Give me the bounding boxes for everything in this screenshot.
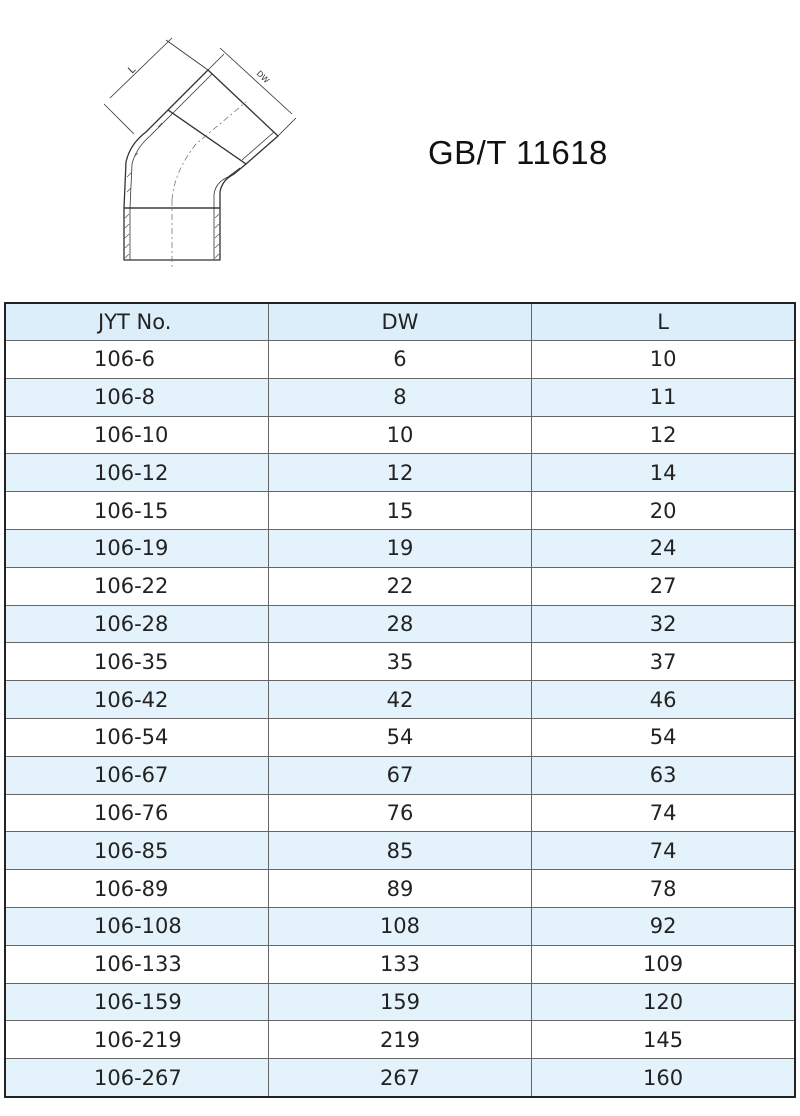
cell-jyt-no: 106-35: [5, 643, 268, 681]
table-row: [5, 605, 795, 643]
cell-dw: 6: [268, 341, 531, 379]
cell-l: 12: [532, 416, 795, 454]
table-row: [5, 907, 795, 945]
cell-l: 46: [532, 681, 795, 719]
diameter-dimension-label: DW: [254, 68, 271, 86]
cell-jyt-no: 106-89: [5, 870, 268, 908]
cell-l: 27: [532, 567, 795, 605]
table-row: [5, 1021, 795, 1059]
cell-l: 54: [532, 718, 795, 756]
cell-l: 24: [532, 529, 795, 567]
cell-l: 160: [532, 1059, 795, 1097]
standard-title: GB/T 11618: [428, 134, 608, 171]
cell-l: 92: [532, 907, 795, 945]
cell-jyt-no: 106-267: [5, 1059, 268, 1097]
cell-l: 145: [532, 1021, 795, 1059]
cell-dw: 89: [268, 870, 531, 908]
cell-jyt-no: 106-159: [5, 983, 268, 1021]
cell-l: 63: [532, 756, 795, 794]
cell-l: 109: [532, 945, 795, 983]
cell-jyt-no: 106-8: [5, 378, 268, 416]
cell-l: 20: [532, 492, 795, 530]
cell-l: 14: [532, 454, 795, 492]
table-row: [5, 416, 795, 454]
column-header-dw: DW: [268, 303, 531, 341]
cell-jyt-no: 106-108: [5, 907, 268, 945]
table-row: [5, 718, 795, 756]
cell-dw: 54: [268, 718, 531, 756]
table-body: [5, 341, 795, 1097]
cell-l: 11: [532, 378, 795, 416]
length-dimension-label: L: [126, 64, 139, 77]
cell-jyt-no: 106-67: [5, 756, 268, 794]
table-row: [5, 643, 795, 681]
dimensions-table: [4, 302, 796, 1098]
cell-jyt-no: 106-12: [5, 454, 268, 492]
table-row: [5, 870, 795, 908]
table-row: [5, 492, 795, 530]
cell-dw: 10: [268, 416, 531, 454]
cell-l: 120: [532, 983, 795, 1021]
cell-dw: 12: [268, 454, 531, 492]
table-row: [5, 832, 795, 870]
column-header-jyt-no: JYT No.: [5, 303, 268, 341]
cell-dw: 8: [268, 378, 531, 416]
cell-jyt-no: 106-85: [5, 832, 268, 870]
table-row: [5, 378, 795, 416]
column-header-l: L: [532, 303, 795, 341]
cell-jyt-no: 106-6: [5, 341, 268, 379]
cell-dw: 22: [268, 567, 531, 605]
cell-dw: 35: [268, 643, 531, 681]
cell-jyt-no: 106-10: [5, 416, 268, 454]
table-row: [5, 341, 795, 379]
cell-l: 37: [532, 643, 795, 681]
cell-jyt-no: 106-22: [5, 567, 268, 605]
table-row: [5, 1059, 795, 1097]
table-row: [5, 529, 795, 567]
table-row: [5, 454, 795, 492]
cell-jyt-no: 106-42: [5, 681, 268, 719]
cell-dw: 76: [268, 794, 531, 832]
cell-dw: 159: [268, 983, 531, 1021]
table-row: [5, 983, 795, 1021]
cell-jyt-no: 106-133: [5, 945, 268, 983]
cell-jyt-no: 106-19: [5, 529, 268, 567]
elbow-fitting-drawing: [96, 32, 306, 272]
cell-dw: 219: [268, 1021, 531, 1059]
cell-dw: 15: [268, 492, 531, 530]
cell-jyt-no: 106-76: [5, 794, 268, 832]
cell-dw: 133: [268, 945, 531, 983]
table-header-row: [5, 303, 795, 341]
cell-dw: 19: [268, 529, 531, 567]
cell-dw: 67: [268, 756, 531, 794]
table-row: [5, 681, 795, 719]
cell-dw: 267: [268, 1059, 531, 1097]
cell-l: 10: [532, 341, 795, 379]
cell-jyt-no: 106-54: [5, 718, 268, 756]
table-row: [5, 756, 795, 794]
cell-l: 78: [532, 870, 795, 908]
table-row: [5, 945, 795, 983]
table-row: [5, 794, 795, 832]
cell-dw: 85: [268, 832, 531, 870]
cell-l: 74: [532, 832, 795, 870]
cell-l: 74: [532, 794, 795, 832]
cell-l: 32: [532, 605, 795, 643]
cell-dw: 28: [268, 605, 531, 643]
cell-dw: 108: [268, 907, 531, 945]
table-row: [5, 567, 795, 605]
cell-jyt-no: 106-219: [5, 1021, 268, 1059]
cell-dw: 42: [268, 681, 531, 719]
cell-jyt-no: 106-28: [5, 605, 268, 643]
cell-jyt-no: 106-15: [5, 492, 268, 530]
